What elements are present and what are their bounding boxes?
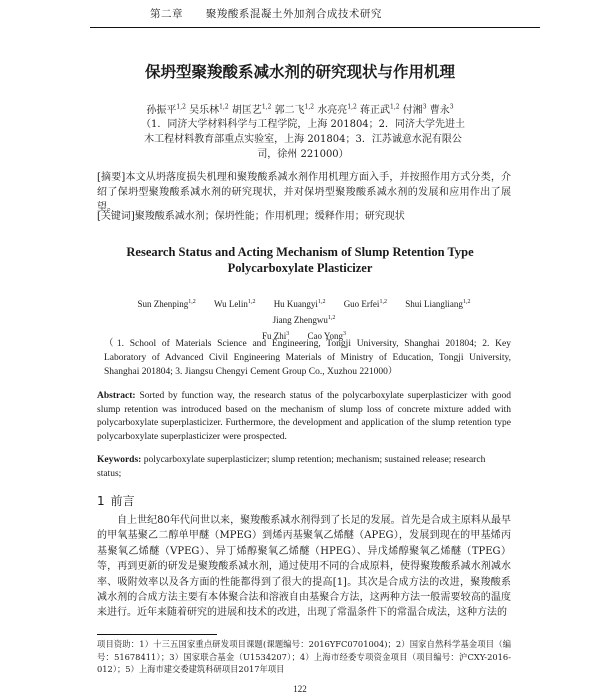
english-title: Research Status and Acting Mechanism of Slump Retention Type Polycarboxylate Plasticizer [126,245,474,275]
chinese-author-list [115,101,485,116]
chinese-affiliation: （1．同济大学材料科学与工程学院，上海 201804；2．同济大学先进土木工程材料教育部重点实验室，上海 201804；3．江苏诚意水泥有限公司，徐州 221000） [140,119,466,160]
author-cn: 吴乐林$^{1,2}$ [189,103,229,116]
section-heading [97,492,297,509]
section-title: 前言 [110,494,135,508]
author-en: Wu Lelin$^{1,2}$ [214,299,256,309]
chinese-title: 保坍型聚羧酸系减水剂的研究现状与作用机理 [144,63,455,81]
abstract-en-text: Sorted by function way, the research status of the polycarboxylate superplasticizer with good slump retention was introduced based on the mechanism of slump loss of concrete mixture added with polycarboxylate superplasticizer. Furthermore, the development and application of the slump retention type polycarboxylate superplasticizer were prospected. [97,391,512,442]
running-header-chapter: 第二章 [150,8,183,20]
english-author-list [97,295,511,343]
author-en: Guo Erfei$^{1,2}$ [343,299,387,309]
chinese-keywords [97,209,511,224]
funding-footnote: 项目资助：1）十三五国家重点研发项目课题(课题编号：2016YFC0701004)；2）国家自然科学基金项目（编号：51678411）；3）国家联合基金（U1534207）；4）上海市经委专项资金项目（项目编号：沪CXY-2016-012）；5）上海市建交委建筑科研项目2017年项目 [97,639,511,675]
abstract-en-label: Abstract: [97,391,136,401]
running-header-title: 聚羧酸系混凝土外加剂合成技术研究 [205,8,382,20]
english-abstract [97,390,511,444]
author-cn: 胡匡艺$^{1,2}$ [231,103,272,116]
author-cn: 曹永$^3$ [429,103,454,116]
author-en: Shui Liangliang$^{1,2}$ [405,299,471,309]
body-paragraph: 自上世纪80年代问世以来，聚羧酸系减水剂得到了长足的发展。首先是合成主原料从最早的甲氧基聚乙二醇单甲醚（MPEG）到烯丙基聚氧乙烯醚（APEG），发展到现在的甲基烯丙基聚氧乙烯醚（VPEG）、异丁烯醇聚氧乙烯醚（HPEG）、异戊烯醇聚氧乙烯醚（TPEG）等，再到更新的研发是聚羧酸系减水剂，通过使用不同的合成原料，使得聚羧酸系减水剂减水率、吸附效率以及各方面的性能都得到了很大的提高[1]。其次是合成方法的改进，聚羧酸系减水剂的合成方法主要有本体聚合法和溶液自由基聚合方法，这两种方法一般需要较高的温度来进行。近年来随着研究的进展和技术的改进，出现了常温条件下的常温合成法，这种方法的 [97,515,511,619]
author-cn: 郭二飞$^{1,2}$ [274,103,315,116]
page-number: 122 [293,684,307,694]
keywords-en-label: Keywords: [97,455,142,465]
english-affiliation: （1. School of Materials Science and Engineering, Tongji University, Shanghai 201804; 2. Key Laboratory of Advanced Civil Engineering Materials of Ministry of Education, Tongji University, Shanghai 201804; 3. Jiangsu Chengyi Cement Group Co., Xuzhou 221000） [104,339,511,377]
author-cn: 孙振平$^{1,2}$ [146,103,186,116]
author-cn: 蒋正武$^{1,2}$ [360,103,400,116]
keywords-cn-text: 聚羧酸系减水剂；保坍性能；作用机理；缓释作用；研究现状 [134,211,405,222]
abstract-cn-label: [摘要] [97,172,126,183]
keywords-en-text: polycarboxylate superplasticizer; slump retention; mechanism; sustained release; research status; [97,455,486,479]
header-rule [90,27,540,28]
author-cn: 水亮亮$^{1,2}$ [317,103,357,116]
author-en: Cao Yong$^3$ [307,331,347,341]
english-keywords [97,454,511,481]
abstract-cn-text: 本文从坍落度损失机理和聚羧酸系减水剂作用机理方面入手，并按照作用方式分类，介绍了保坍型聚羧酸系减水剂的研究现状，并对保坍型聚羧酸系减水剂的发展和应用作出了展望。 [97,172,511,213]
footnote-rule [97,634,217,635]
author-en: Fu Zhi$^3$ [261,331,290,341]
section-number: 1 [97,494,105,508]
author-en: Jiang Zhengwu$^{1,2}$ [272,315,336,325]
author-en: Hu Kuangyi$^{1,2}$ [273,299,326,309]
keywords-cn-label: [关键词] [97,211,135,222]
author-cn: 付湘$^3$ [402,103,427,116]
author-en: Sun Zhenping$^{1,2}$ [137,299,196,309]
running-header [150,4,480,24]
